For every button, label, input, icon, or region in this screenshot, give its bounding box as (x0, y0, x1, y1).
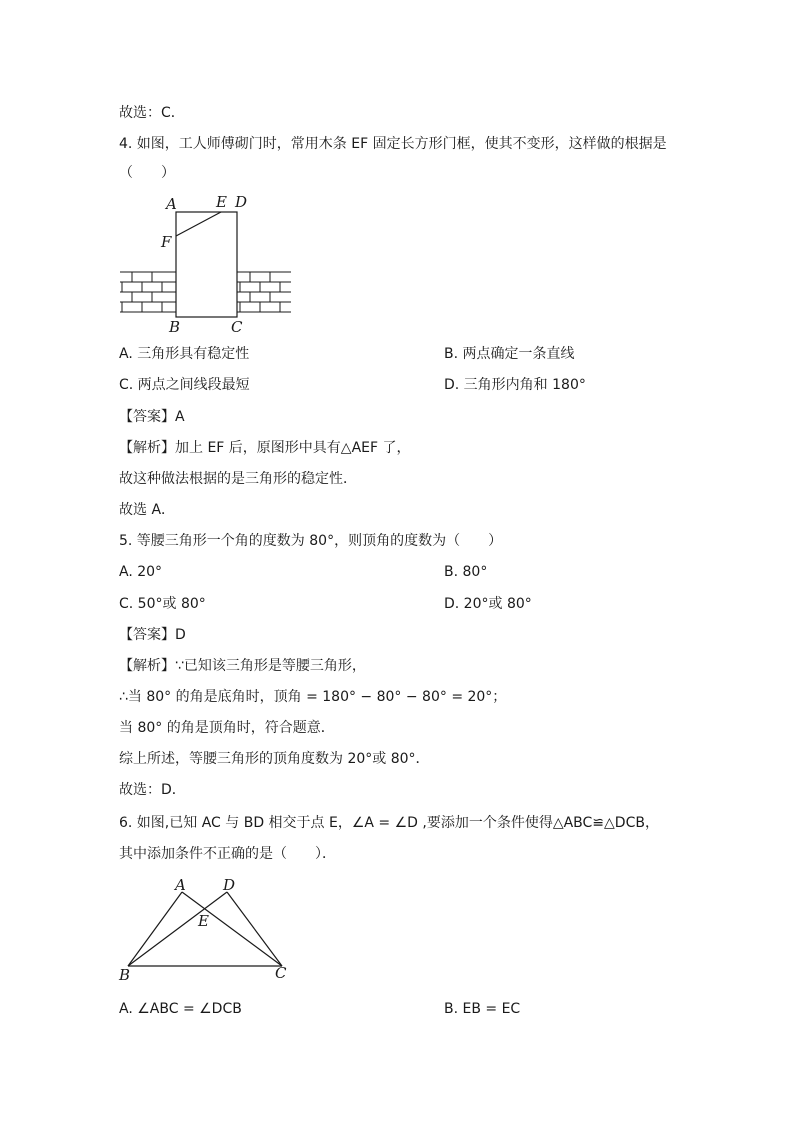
option-5b: B. 80° (444, 564, 488, 580)
option-6a: A. ∠ABC = ∠DCB (119, 1001, 242, 1017)
question-5-stem: 5. 等腰三角形一个角的度数为 80°，则顶角的度数为（ ） (119, 533, 503, 549)
label-f: F (161, 233, 172, 251)
label-c: C (275, 964, 287, 982)
label-b: B (119, 966, 131, 984)
label-a: A (166, 195, 177, 213)
option-4a: A. 三角形具有稳定性 (119, 346, 250, 362)
option-4c: C. 两点之间线段最短 (119, 377, 250, 393)
door-frame-figure (118, 190, 298, 344)
analysis-5-line1: 【解析】∵已知该三角形是等腰三角形， (119, 658, 366, 674)
label-e: E (198, 912, 209, 930)
analysis-5-line4: 综上所述，等腰三角形的顶角度数为 20°或 80°． (119, 751, 430, 767)
question-6-stem: 6. 如图,已知 AC 与 BD 相交于点 E，∠A = ∠D ,要添加一个条件使得△ABC≌△DCB， (119, 815, 659, 831)
option-5c: C. 50°或 80° (119, 596, 206, 612)
option-5a: A. 20° (119, 564, 163, 580)
option-4d: D. 三角形内角和 180° (444, 377, 586, 393)
analysis-5-line5: 故选：D． (119, 782, 186, 798)
question-4-stem: 4. 如图，工人师傅砌门时，常用木条 EF 固定长方形门框，使其不变形，这样做的根据是 (119, 136, 667, 152)
segment-ba (128, 892, 182, 966)
analysis-4-line2: 故这种做法根据的是三角形的稳定性． (119, 471, 357, 487)
label-b: B (169, 318, 181, 336)
analysis-5-line2: ∴当 80° 的角是底角时，顶角 = 180° − 80° − 80° = 20°； (119, 689, 507, 705)
segment-bd (128, 892, 227, 966)
label-d: D (223, 876, 236, 894)
answer-5: 【答案】D (119, 627, 186, 643)
analysis-5-line3: 当 80° 的角是顶角时，符合题意． (119, 720, 335, 736)
label-d: D (235, 193, 248, 211)
analysis-4-line3: 故选 A． (119, 502, 176, 518)
analysis-4-line1: 【解析】加上 EF 后，原图形中具有△AEF 了， (119, 440, 411, 456)
label-c: C (231, 318, 243, 336)
left-brick-wall (120, 272, 176, 312)
option-5d: D. 20°或 80° (444, 596, 532, 612)
right-brick-wall (237, 272, 291, 312)
option-6b: B. EB = EC (444, 1001, 521, 1017)
label-e: E (216, 193, 227, 211)
door-frame-rectangle (176, 212, 237, 317)
question-4-brackets: （ ） (119, 165, 175, 181)
intersecting-triangles-figure (112, 872, 302, 991)
option-4b: B. 两点确定一条直线 (444, 346, 575, 362)
label-a: A (175, 876, 186, 894)
question-6-stem-cont: 其中添加条件不正确的是（ ）． (119, 846, 336, 862)
segment-ac (182, 892, 282, 966)
segment-dc (227, 892, 282, 966)
answer-choice-line: 故选：C． (119, 105, 185, 121)
answer-4: 【答案】A (119, 409, 185, 425)
